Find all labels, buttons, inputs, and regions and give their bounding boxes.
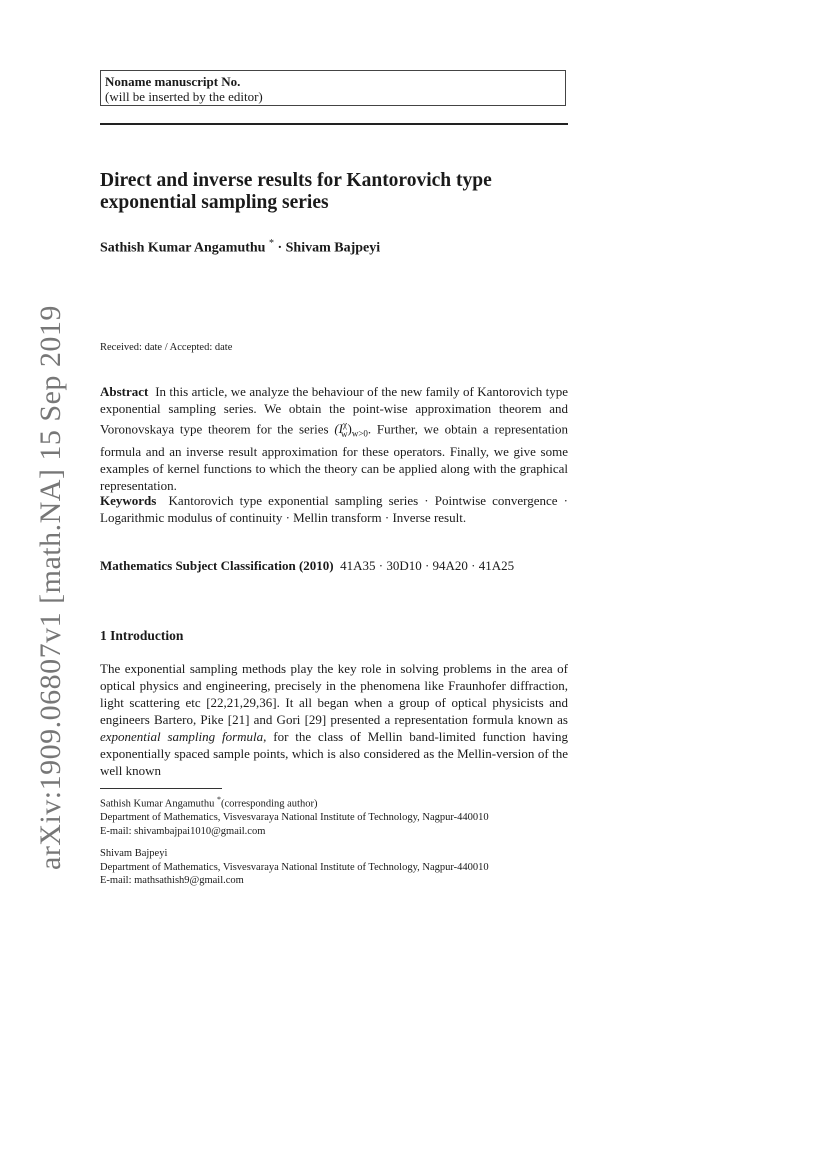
arxiv-stamp: arXiv:1909.06807v1 [math.NA] 15 Sep 2019 bbox=[34, 305, 67, 870]
abstract-text-1: In this article, we analyze the behaviour of the new family of Kantorovich type exponential sampling series. We obtain the point-wise approximation theorem and Voronovskaya type theorem for the series bbox=[100, 384, 569, 437]
abstract bbox=[100, 383, 568, 494]
footnote-2-name: Shivam Bajpeyi bbox=[100, 848, 168, 859]
author-separator: · bbox=[277, 240, 286, 256]
footnote-1-department: Department of Mathematics, Visvesvaraya National Institute of Technology, Nagpur-440010 bbox=[100, 812, 489, 823]
manuscript-number: Noname manuscript No. bbox=[105, 74, 241, 89]
emphasis-text: exponential sampling formula bbox=[100, 729, 264, 744]
author-list bbox=[100, 235, 430, 257]
introduction-paragraph: The exponential sampling methods play the key role in solving problems in the area of optical physics and engineering, precisely in the phenomena like Fraunhofer diffraction, light scattering etc [22,21,29,36]. It all began when a group of optical physicists and engineers Bartero, Pike [21] and Gori [29] presented a representation formula known as exponential sampling formula, for the class of Mellin band-limited function having exponentially spaced sample points, which is also considered as the Mellin-version of the well known bbox=[100, 661, 568, 778]
keywords bbox=[100, 492, 568, 526]
manuscript-header-box bbox=[100, 70, 566, 106]
paper-title: Direct and inverse results for Kantorovich type exponential sampling series bbox=[100, 170, 492, 213]
corresponding-mark: * bbox=[268, 238, 274, 249]
msc-classification bbox=[100, 557, 568, 574]
author-1: Sathish Kumar Angamuthu bbox=[100, 240, 266, 256]
abstract-math: $(I^\chi_w)_{w>0}$ bbox=[334, 420, 368, 439]
editor-note: (will be inserted by the editor) bbox=[105, 89, 263, 104]
footnote-author-2 bbox=[100, 847, 570, 888]
footnote-2-department: Department of Mathematics, Visvesvaraya National Institute of Technology, Nagpur-440010 bbox=[100, 861, 489, 873]
footnote-rule bbox=[100, 788, 222, 789]
abstract-heading: Abstract bbox=[100, 384, 149, 399]
received-date: Received: date / Accepted: date bbox=[100, 342, 233, 353]
keywords-heading: Keywords bbox=[100, 493, 157, 508]
keywords-text: Kantorovich type exponential sampling series · Pointwise convergence · Logarithmic modulus of continuity · Mellin transform · Inverse result. bbox=[100, 493, 568, 525]
abstract-text-2: . Further, we obtain a representation formula and an inverse result approximation for these operators. Finally, we give some examples of kernel functions to which the theory can be applied along with the graphical representation. bbox=[100, 421, 568, 493]
footnote-1-email: E-mail: shivambajpai1010@gmail.com bbox=[100, 825, 266, 837]
msc-codes: 41A35 · 30D10 · 94A20 · 41A25 bbox=[340, 558, 515, 573]
header-rule bbox=[100, 123, 568, 125]
footnote-author-1: Sathish Kumar Angamuthu *(corresponding author) Department of Mathematics, Visvesvaraya National Institute of Technology, Nagpur-440010 E-mail: shivambajpai1010@gmail.com bbox=[100, 793, 570, 838]
author-2: Shivam Bajpeyi bbox=[285, 240, 381, 256]
footnote-2-email: E-mail: mathsathish9@gmail.com bbox=[100, 875, 244, 886]
msc-heading: Mathematics Subject Classification (2010) bbox=[100, 558, 334, 573]
section-title-introduction: 1 Introduction bbox=[100, 628, 184, 643]
